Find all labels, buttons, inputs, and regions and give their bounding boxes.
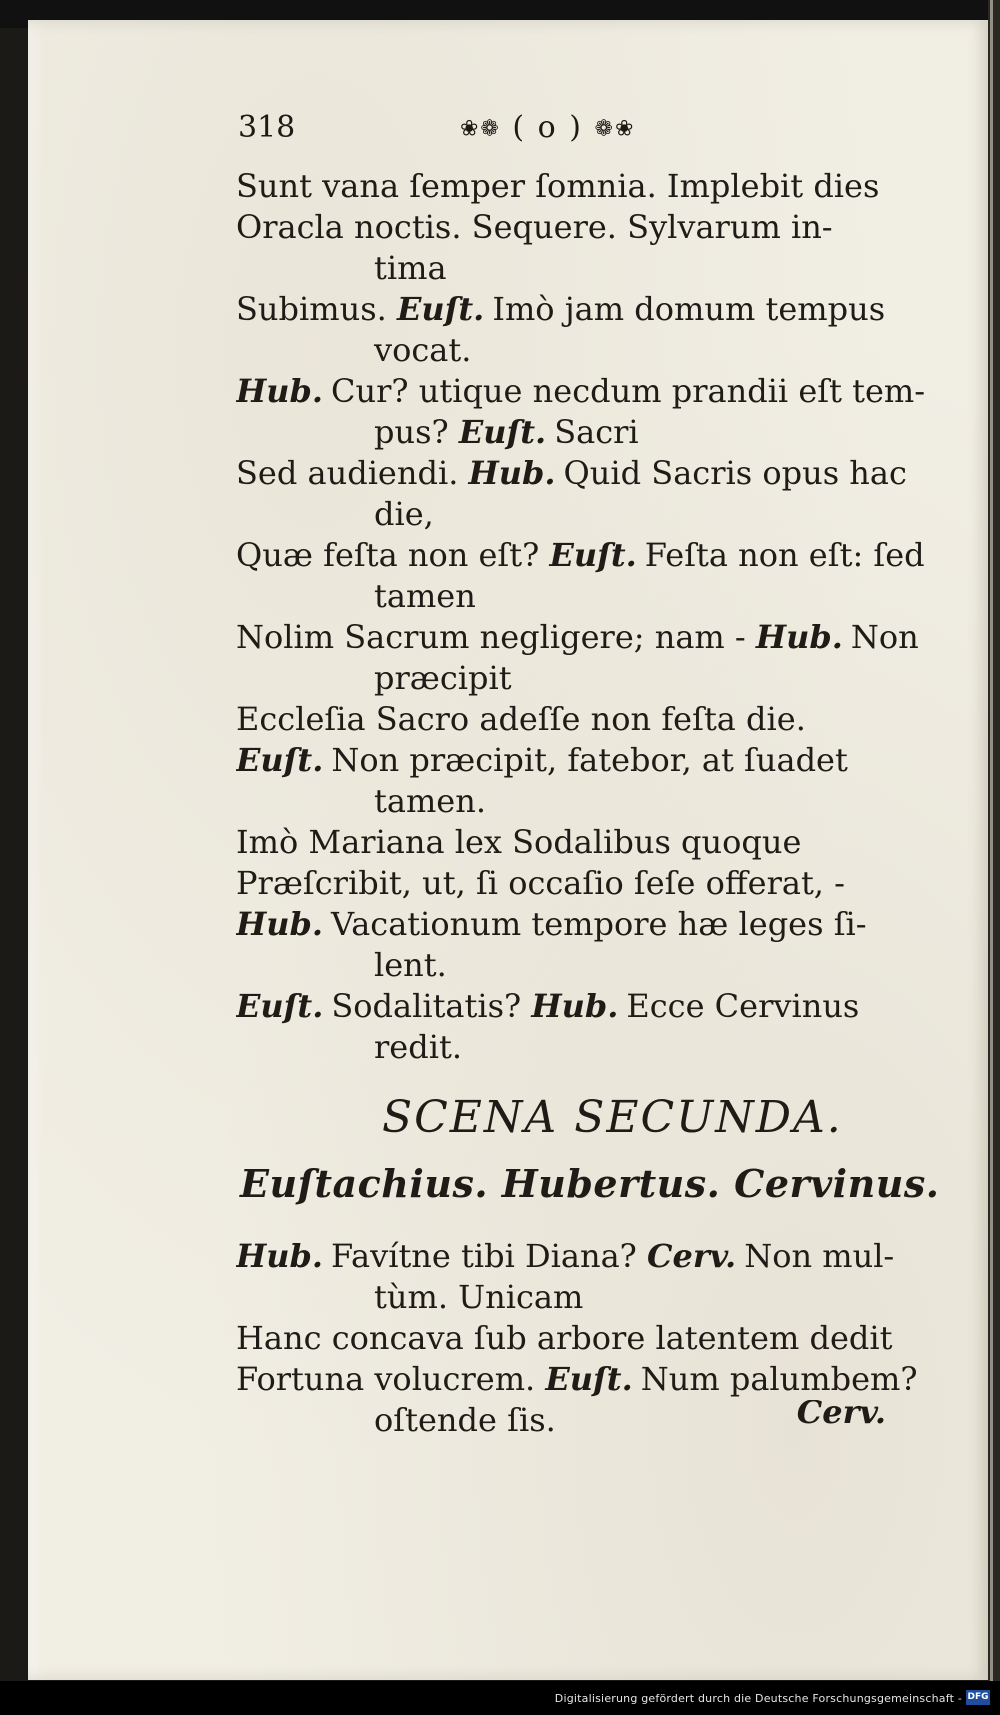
dialogue-part-1 bbox=[236, 166, 956, 1068]
line-text: Quid Sacris opus hac bbox=[563, 454, 907, 492]
line-text: Sed audiendi. bbox=[236, 454, 469, 492]
cast-list: Euſtachius. Hubertus. Cervinus. bbox=[240, 1161, 940, 1206]
verse-line bbox=[236, 1236, 956, 1277]
line-text: pus? bbox=[374, 413, 459, 451]
page-header bbox=[238, 110, 898, 156]
verse-line bbox=[236, 207, 956, 248]
speaker-label: Hub. bbox=[755, 618, 843, 656]
verse-continuation bbox=[236, 330, 956, 371]
verse-line bbox=[236, 453, 956, 494]
line-text: Ecce Cervinus bbox=[626, 987, 860, 1025]
line-text: Sodalitatis? bbox=[331, 987, 532, 1025]
verse-line bbox=[236, 904, 956, 945]
line-text: Feſta non eſt: ſed bbox=[644, 536, 925, 574]
verse-line bbox=[236, 699, 956, 740]
line-text: oſtende ſis. bbox=[374, 1401, 556, 1439]
page-number: 318 bbox=[238, 110, 296, 145]
verse-continuation bbox=[236, 1400, 956, 1441]
speaker-label: Hub. bbox=[236, 1237, 324, 1275]
verse-continuation bbox=[236, 945, 956, 986]
footer-credit: Digitalisierung gefördert durch die Deutsche Forschungsgemeinschaft - bbox=[554, 1692, 962, 1705]
line-text: vocat. bbox=[374, 331, 472, 369]
verse-continuation bbox=[236, 494, 956, 535]
verse-line bbox=[236, 822, 956, 863]
line-text: præcipit bbox=[374, 659, 512, 697]
line-text: Non mul- bbox=[744, 1237, 895, 1275]
verse-continuation bbox=[236, 1027, 956, 1068]
line-text: Cur? utique necdum prandii eſt tem- bbox=[331, 372, 926, 410]
line-text: Sunt vana ſemper ſomnia. Implebit dies bbox=[236, 167, 880, 205]
speaker-label: Euſt. bbox=[458, 413, 547, 451]
speaker-label: Cerv. bbox=[646, 1237, 737, 1275]
line-text: tamen bbox=[374, 577, 476, 615]
footer-bar bbox=[0, 1681, 1000, 1715]
ornament-left-icon: ❀❁ bbox=[460, 116, 501, 142]
speaker-label: Euſt. bbox=[236, 741, 324, 779]
catchword: Cerv. bbox=[796, 1400, 886, 1431]
speaker-label: Euſt. bbox=[545, 1360, 633, 1398]
verse-continuation bbox=[236, 248, 956, 289]
line-text: Non præcipit, fatebor, at ſuadet bbox=[331, 741, 848, 779]
scene-heading: SCENA SECUNDA. bbox=[382, 1092, 843, 1143]
dialogue-part-2 bbox=[236, 1236, 956, 1441]
verse-line bbox=[236, 166, 956, 207]
verse-line bbox=[236, 1359, 956, 1400]
speaker-label: Euſt. bbox=[396, 290, 485, 328]
verse-line bbox=[236, 1318, 956, 1359]
line-text: Num palumbem? bbox=[640, 1360, 918, 1398]
speaker-label: Hub. bbox=[468, 454, 556, 492]
verse-line bbox=[236, 863, 956, 904]
line-text: Favítne tibi Diana? bbox=[331, 1237, 647, 1275]
verse-line bbox=[236, 986, 956, 1027]
dfg-logo: DFG bbox=[966, 1690, 990, 1705]
verse-line bbox=[236, 617, 956, 658]
line-text: Nolim Sacrum negligere; nam - bbox=[236, 618, 756, 656]
ornament-center: ( o ) bbox=[512, 110, 583, 145]
speaker-label: Euſt. bbox=[236, 987, 324, 1025]
verse-continuation bbox=[236, 1277, 956, 1318]
text-block bbox=[236, 166, 956, 1441]
line-text: redit. bbox=[374, 1028, 462, 1066]
line-text: Sacri bbox=[554, 413, 639, 451]
verse-continuation bbox=[236, 576, 956, 617]
speaker-label: Hub. bbox=[236, 905, 324, 943]
verse-line bbox=[236, 535, 956, 576]
verse-line bbox=[236, 371, 956, 412]
line-text: Imò jam domum tempus bbox=[492, 290, 886, 328]
line-text: Eccleſia Sacro adeſſe non feſta die. bbox=[236, 700, 806, 738]
line-text: tùm. Unicam bbox=[374, 1278, 584, 1316]
verse-continuation bbox=[236, 781, 956, 822]
line-text: lent. bbox=[374, 946, 447, 984]
line-text: Imò Mariana lex Sodalibus quoque bbox=[236, 823, 802, 861]
speaker-label: Hub. bbox=[531, 987, 619, 1025]
verse-line bbox=[236, 740, 956, 781]
scan-right-edge bbox=[988, 0, 1000, 1715]
speaker-label: Hub. bbox=[236, 372, 324, 410]
line-text: Vacationum tempore hæ leges ſi- bbox=[331, 905, 867, 943]
line-text: tima bbox=[374, 249, 447, 287]
line-text: Præſcribit, ut, ſi occaſio ſeſe offerat, - bbox=[236, 864, 845, 902]
ornament-right-icon: ❁❀ bbox=[594, 116, 636, 142]
line-text: tamen. bbox=[374, 782, 486, 820]
speaker-label: Euſt. bbox=[549, 536, 637, 574]
header-ornament bbox=[460, 110, 635, 145]
verse-line bbox=[236, 289, 956, 330]
line-text: Quæ feſta non eſt? bbox=[236, 536, 550, 574]
line-text: Oracla noctis. Sequere. Sylvarum in- bbox=[236, 208, 833, 246]
line-text: die, bbox=[374, 495, 434, 533]
line-text: Subimus. bbox=[236, 290, 397, 328]
line-text: Fortuna volucrem. bbox=[236, 1360, 546, 1398]
line-text: Hanc concava ſub arbore latentem dedit bbox=[236, 1319, 893, 1357]
verse-continuation bbox=[236, 658, 956, 699]
line-text: Non bbox=[850, 618, 919, 656]
verse-continuation bbox=[236, 412, 956, 453]
